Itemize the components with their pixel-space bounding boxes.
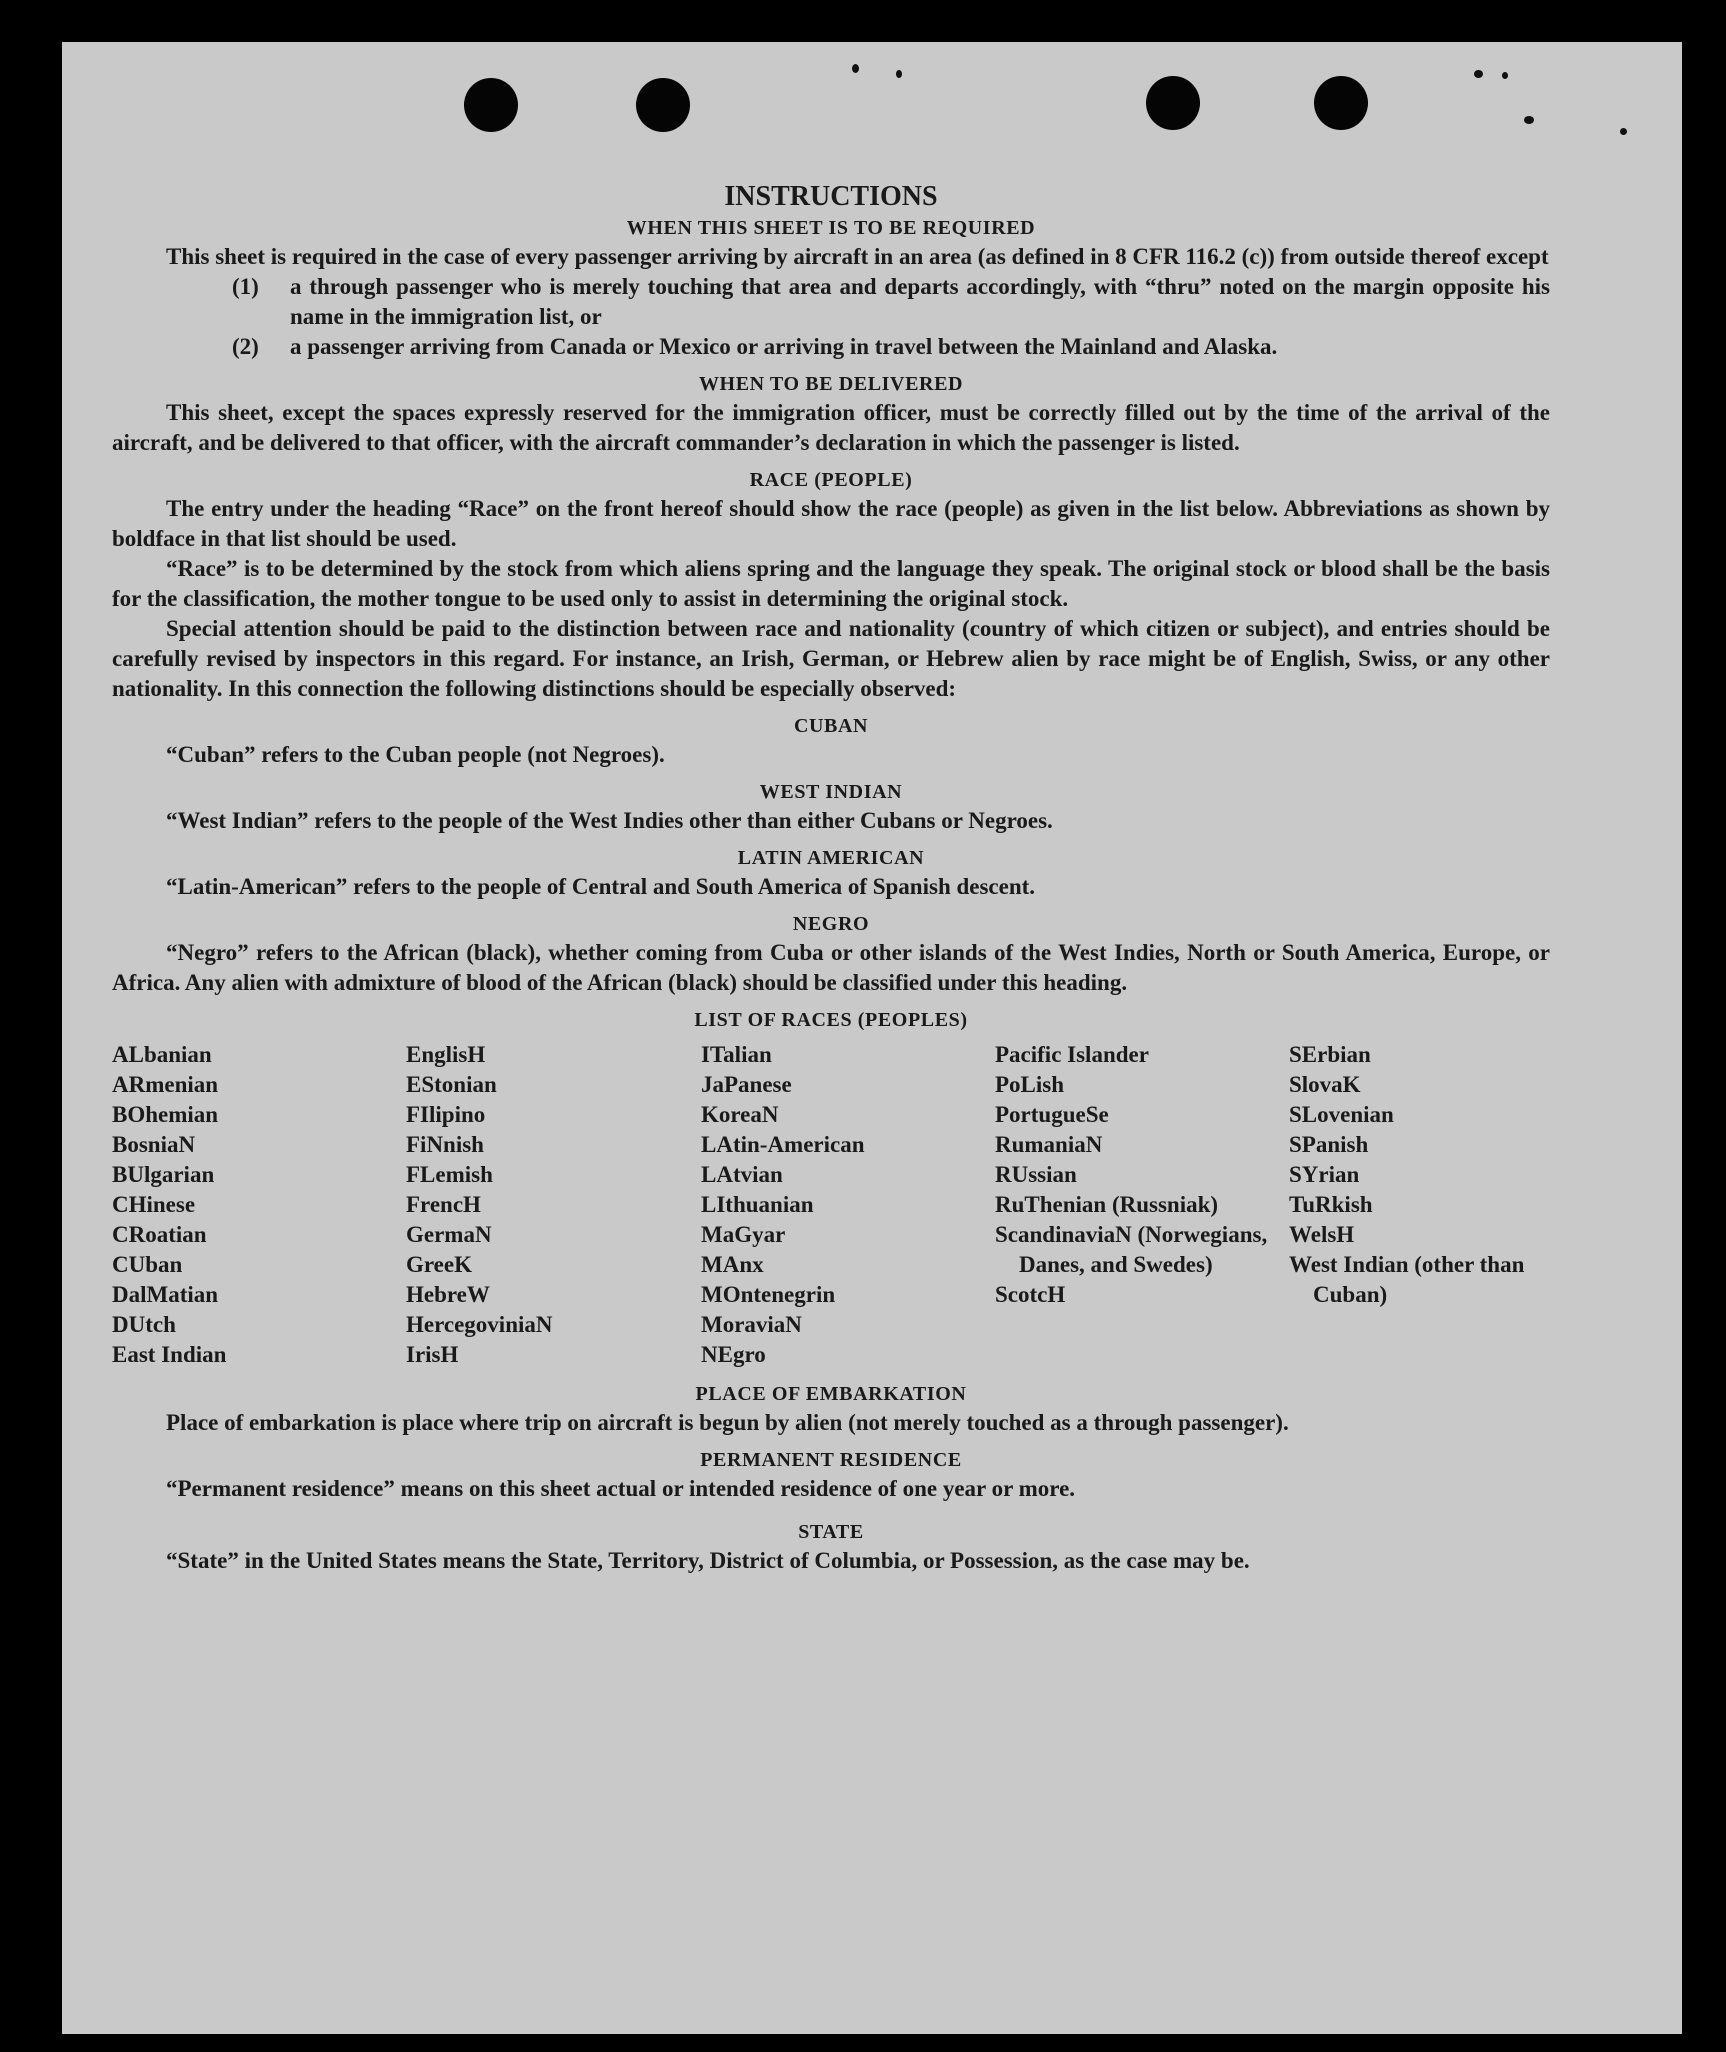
race-entry: ALbanian: [112, 1042, 212, 1067]
clause-text: a through passenger who is merely touching that area and departs accordingly, with “thru” noted on the margin opposite his name in the immigration list, or: [290, 274, 1550, 329]
race-entry: FIlipino: [406, 1102, 486, 1127]
race-entry: FrencH: [406, 1192, 481, 1217]
race-entry: MOntenegrin: [701, 1282, 836, 1307]
ink-speck: [1474, 70, 1483, 78]
heading-state: STATE: [798, 1521, 864, 1543]
race-entry: BOhemian: [112, 1102, 219, 1127]
race-paragraph-2: “Race” is to be determined by the stock from which aliens spring and the language they speak. The original stock or blood shall be the basis for the classification, the mother tongue to be used only to assist in determining the original stock.: [112, 556, 1550, 611]
races-column-5: [1289, 1040, 1550, 1370]
race-entry: SlovaK: [1289, 1072, 1361, 1097]
race-entry: RuThenian (Russniak): [995, 1192, 1219, 1217]
race-entry: ITalian: [701, 1042, 772, 1067]
race-entry: FiNnish: [406, 1132, 484, 1157]
race-entry: HercegoviniaN: [406, 1312, 553, 1337]
instructions-body: [112, 180, 1550, 1576]
race-entry: DalMatian: [112, 1282, 219, 1307]
race-entry: MaGyar: [701, 1222, 786, 1247]
race-entry: RUssian: [995, 1162, 1077, 1187]
race-entry: ARmenian: [112, 1072, 219, 1097]
punch-hole: [636, 78, 690, 132]
race-entry: SPanish: [1289, 1132, 1369, 1157]
race-entry: FLemish: [406, 1162, 493, 1187]
race-entry: EStonian: [406, 1072, 497, 1097]
when-required-intro: This sheet is required in the case of every passenger arriving by aircraft in an area (as defined in 8 CFR 116.2 (c)) from outside thereof except: [166, 244, 1549, 269]
clause-number: (2): [232, 334, 259, 359]
race-entry: CHinese: [112, 1192, 196, 1217]
race-entry: LAtvian: [701, 1162, 783, 1187]
page-title: INSTRUCTIONS: [724, 181, 938, 212]
latin-american-text: “Latin-American” refers to the people of Central and South America of Spanish descent.: [166, 874, 1036, 899]
race-entry: LAtin-American: [701, 1132, 865, 1157]
race-entry: CUban: [112, 1252, 183, 1277]
heading-cuban: CUBAN: [793, 715, 869, 737]
race-entry: IrisH: [406, 1342, 459, 1367]
race-entry: SYrian: [1289, 1162, 1360, 1187]
permanent-residence-text: “Permanent residence” means on this sheet actual or intended residence of one year or more.: [166, 1476, 1076, 1501]
race-entry: West Indian (other than Cuban): [1289, 1252, 1525, 1307]
race-paragraph-1: The entry under the heading “Race” on the front hereof should show the race (people) as given in the list below. Abbreviations as shown by boldface in that list should be used.: [112, 496, 1550, 551]
ink-speck: [1502, 72, 1508, 79]
heading-permanent-residence: PERMANENT RESIDENCE: [700, 1449, 962, 1471]
race-entry: PortugueSe: [995, 1102, 1109, 1127]
race-entry: SErbian: [1289, 1042, 1371, 1067]
race-entry: CRoatian: [112, 1222, 207, 1247]
race-entry: TuRkish: [1289, 1192, 1373, 1217]
race-entry: DUtch: [112, 1312, 176, 1337]
race-entry: JaPanese: [701, 1072, 792, 1097]
race-entry: BosniaN: [112, 1132, 196, 1157]
negro-text: “Negro” refers to the African (black), whether coming from Cuba or other islands of the West Indies, North or South America, Europe, or Africa. Any alien with admixture of blood of the African (black) should be classified under this heading.: [112, 940, 1550, 995]
race-entry: KoreaN: [701, 1102, 779, 1127]
races-column-2: [406, 1040, 701, 1370]
races-column-1: [112, 1040, 406, 1370]
race-entry: BUlgarian: [112, 1162, 215, 1187]
heading-negro: NEGRO: [792, 913, 870, 935]
race-entry: Pacific Islander: [995, 1042, 1149, 1067]
embarkation-text: Place of embarkation is place where trip on aircraft is begun by alien (not merely touched as a through passenger).: [166, 1410, 1289, 1435]
heading-when-required: WHEN THIS SHEET IS TO BE REQUIRED: [626, 217, 1036, 239]
race-entry: GermaN: [406, 1222, 492, 1247]
clause-text: a passenger arriving from Canada or Mexico or arriving in travel between the Mainland and Alaska.: [290, 334, 1278, 359]
race-entry: East Indian: [112, 1342, 227, 1367]
ink-speck: [896, 70, 902, 78]
heading-embarkation: PLACE OF EMBARKATION: [695, 1383, 967, 1405]
race-entry: ScandinaviaN (Norwegians, Danes, and Swedes): [995, 1222, 1268, 1277]
state-text: “State” in the United States means the State, Territory, District of Columbia, or Possession, as the case may be.: [166, 1548, 1250, 1573]
race-entry: HebreW: [406, 1282, 490, 1307]
when-delivered-text: This sheet, except the spaces expressly reserved for the immigration officer, must be correctly filled out by the time of the arrival of the aircraft, and be delivered to that officer, with the aircraft commander’s declaration in which the passenger is listed.: [112, 400, 1550, 455]
heading-latin-american: LATIN AMERICAN: [737, 847, 925, 869]
punch-hole: [1314, 76, 1368, 130]
race-entry: MoraviaN: [701, 1312, 802, 1337]
race-entry: NEgro: [701, 1342, 766, 1367]
exception-clause-2: [112, 332, 1550, 362]
heading-west-indian: WEST INDIAN: [759, 781, 903, 803]
race-paragraph-3: Special attention should be paid to the distinction between race and nationality (country of which citizen or subject), and entries should be carefully revised by inspectors in this regard. For instance, an Irish, German, or Hebrew alien by race might be of English, Swiss, or any other nationality. In this connection the following distinctions should be especially observed:: [112, 616, 1550, 701]
clause-number: (1): [232, 274, 259, 299]
ink-speck: [852, 64, 859, 73]
race-entry: GreeK: [406, 1252, 472, 1277]
race-entry: WelsH: [1289, 1222, 1355, 1247]
exception-clause-1: [112, 272, 1550, 332]
race-entry: LIthuanian: [701, 1192, 814, 1217]
heading-when-delivered: WHEN TO BE DELIVERED: [698, 373, 964, 395]
heading-race: RACE (PEOPLE): [749, 469, 913, 491]
race-entry: ScotcH: [995, 1282, 1066, 1307]
west-indian-text: “West Indian” refers to the people of the West Indies other than either Cubans or Negroes.: [166, 808, 1053, 833]
race-entry: SLovenian: [1289, 1102, 1394, 1127]
cuban-text: “Cuban” refers to the Cuban people (not Negroes).: [166, 742, 665, 767]
ink-speck: [1524, 116, 1534, 124]
race-entry: RumaniaN: [995, 1132, 1103, 1157]
race-entry: MAnx: [701, 1252, 764, 1277]
race-entry: PoLish: [995, 1072, 1065, 1097]
punch-hole: [1146, 76, 1200, 130]
races-list: [112, 1040, 1550, 1370]
document-sheet: [62, 42, 1682, 2034]
races-column-3: [701, 1040, 995, 1370]
ink-speck: [1620, 128, 1627, 135]
race-entry: EnglisH: [406, 1042, 486, 1067]
punch-hole: [464, 78, 518, 132]
races-column-4: [995, 1040, 1289, 1370]
heading-list-of-races: LIST OF RACES (PEOPLES): [694, 1009, 968, 1031]
